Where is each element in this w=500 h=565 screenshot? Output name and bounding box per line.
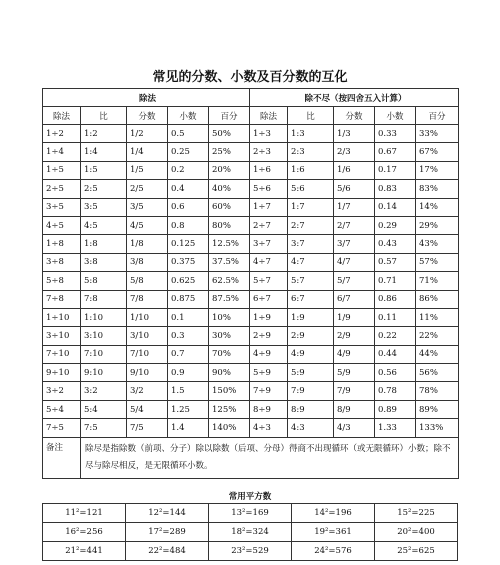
table-cell: 5/7 bbox=[334, 272, 375, 290]
table-cell: 83% bbox=[416, 180, 459, 198]
table-row bbox=[43, 216, 459, 234]
column-header: 除法 bbox=[43, 107, 81, 125]
table-cell: 1:4 bbox=[81, 143, 127, 161]
table-cell: 1÷5 bbox=[43, 161, 81, 179]
notes-label: 备注 bbox=[43, 437, 81, 478]
table-cell: 0.125 bbox=[168, 235, 209, 253]
table-cell: 1÷8 bbox=[43, 235, 81, 253]
table-cell: 7÷9 bbox=[250, 382, 288, 400]
table-cell: 0.9 bbox=[168, 364, 209, 382]
table-cell: 1:10 bbox=[81, 308, 127, 326]
table-cell: 90% bbox=[209, 364, 250, 382]
table-cell: 2:9 bbox=[288, 327, 334, 345]
table-row bbox=[43, 419, 459, 437]
table-cell: 10% bbox=[209, 308, 250, 326]
table-cell: 0.83 bbox=[375, 180, 416, 198]
notes-row bbox=[43, 437, 459, 478]
table-cell: 62.5% bbox=[209, 272, 250, 290]
table-cell: 0.86 bbox=[375, 290, 416, 308]
table-cell: 0.2 bbox=[168, 161, 209, 179]
column-header: 百分 bbox=[416, 107, 459, 125]
table-cell: 2/5 bbox=[127, 180, 168, 198]
square-cell: 24²=576 bbox=[292, 542, 375, 561]
square-cell: 12²=144 bbox=[126, 504, 209, 523]
table-cell: 86% bbox=[416, 290, 459, 308]
square-cell: 18²=324 bbox=[209, 523, 292, 542]
table-cell: 0.7 bbox=[168, 345, 209, 363]
column-header: 除法 bbox=[250, 107, 288, 125]
table-cell: 5/9 bbox=[334, 364, 375, 382]
table-cell: 0.25 bbox=[168, 143, 209, 161]
table-cell: 1.4 bbox=[168, 419, 209, 437]
table-cell: 6/7 bbox=[334, 290, 375, 308]
table-cell: 3:8 bbox=[81, 253, 127, 271]
column-header: 比 bbox=[81, 107, 127, 125]
table-cell: 1÷7 bbox=[250, 198, 288, 216]
table-cell: 0.5 bbox=[168, 125, 209, 143]
table-row bbox=[43, 364, 459, 382]
table-cell: 4÷7 bbox=[250, 253, 288, 271]
table-cell: 5÷9 bbox=[250, 364, 288, 382]
table-cell: 4÷3 bbox=[250, 419, 288, 437]
table-cell: 60% bbox=[209, 198, 250, 216]
table-cell: 9÷10 bbox=[43, 364, 81, 382]
table-cell: 12.5% bbox=[209, 235, 250, 253]
table-cell: 0.22 bbox=[375, 327, 416, 345]
table-cell: 0.3 bbox=[168, 327, 209, 345]
table-cell: 6÷7 bbox=[250, 290, 288, 308]
table-cell: 4:9 bbox=[288, 345, 334, 363]
table-cell: 7/8 bbox=[127, 290, 168, 308]
table-cell: 4/5 bbox=[127, 216, 168, 234]
table-cell: 5:6 bbox=[288, 180, 334, 198]
table-cell: 5:8 bbox=[81, 272, 127, 290]
table-row bbox=[43, 253, 459, 271]
table-cell: 11% bbox=[416, 308, 459, 326]
table-cell: 1/4 bbox=[127, 143, 168, 161]
table-cell: 7/5 bbox=[127, 419, 168, 437]
table-cell: 3÷7 bbox=[250, 235, 288, 253]
table-cell: 1.33 bbox=[375, 419, 416, 437]
section-header-non-divisible: 除不尽（按四舍五入计算） bbox=[250, 89, 459, 107]
table-row bbox=[43, 125, 459, 143]
square-cell: 13²=169 bbox=[209, 504, 292, 523]
table-cell: 140% bbox=[209, 419, 250, 437]
table-cell: 4:7 bbox=[288, 253, 334, 271]
squares-table bbox=[42, 503, 458, 561]
table-cell: 67% bbox=[416, 143, 459, 161]
table-cell: 5÷8 bbox=[43, 272, 81, 290]
table-cell: 3/10 bbox=[127, 327, 168, 345]
table-cell: 5÷6 bbox=[250, 180, 288, 198]
table-cell: 2/7 bbox=[334, 216, 375, 234]
table-cell: 2÷7 bbox=[250, 216, 288, 234]
table-cell: 78% bbox=[416, 382, 459, 400]
table-cell: 3÷5 bbox=[43, 198, 81, 216]
table-cell: 150% bbox=[209, 382, 250, 400]
table-cell: 56% bbox=[416, 364, 459, 382]
square-cell: 20²=400 bbox=[375, 523, 458, 542]
table-cell: 0.33 bbox=[375, 125, 416, 143]
column-header: 分数 bbox=[127, 107, 168, 125]
notes-text: 除尽是指除数（前项、分子）除以除数（后项、分母）得商不出现循环（或无限循环）小数；除不尽与除尽相反，是无限循环小数。 bbox=[81, 437, 459, 478]
table-cell: 1÷6 bbox=[250, 161, 288, 179]
table-cell: 20% bbox=[209, 161, 250, 179]
table-cell: 87.5% bbox=[209, 290, 250, 308]
table-cell: 7:8 bbox=[81, 290, 127, 308]
square-cell: 14²=196 bbox=[292, 504, 375, 523]
table-cell: 0.4 bbox=[168, 180, 209, 198]
table-cell: 0.375 bbox=[168, 253, 209, 271]
table-cell: 1:7 bbox=[288, 198, 334, 216]
table-row bbox=[43, 161, 459, 179]
table-cell: 7/9 bbox=[334, 382, 375, 400]
table-row bbox=[43, 382, 459, 400]
table-cell: 1:2 bbox=[81, 125, 127, 143]
table-cell: 17% bbox=[416, 161, 459, 179]
table-cell: 3/2 bbox=[127, 382, 168, 400]
table-cell: 1÷2 bbox=[43, 125, 81, 143]
table-row bbox=[43, 345, 459, 363]
squares-row bbox=[43, 523, 458, 542]
table-cell: 5:4 bbox=[81, 400, 127, 418]
table-cell: 0.67 bbox=[375, 143, 416, 161]
table-cell: 14% bbox=[416, 198, 459, 216]
table-cell: 7:9 bbox=[288, 382, 334, 400]
squares-row bbox=[43, 542, 458, 561]
table-cell: 2÷3 bbox=[250, 143, 288, 161]
table-cell: 5÷7 bbox=[250, 272, 288, 290]
table-cell: 9/10 bbox=[127, 364, 168, 382]
table-cell: 9:10 bbox=[81, 364, 127, 382]
table-cell: 0.56 bbox=[375, 364, 416, 382]
table-cell: 1/3 bbox=[334, 125, 375, 143]
table-cell: 0.14 bbox=[375, 198, 416, 216]
column-header: 小数 bbox=[375, 107, 416, 125]
table-cell: 1:6 bbox=[288, 161, 334, 179]
table-cell: 4÷5 bbox=[43, 216, 81, 234]
table-cell: 1/6 bbox=[334, 161, 375, 179]
table-cell: 0.89 bbox=[375, 400, 416, 418]
table-cell: 1÷4 bbox=[43, 143, 81, 161]
table-cell: 2÷9 bbox=[250, 327, 288, 345]
table-cell: 3/8 bbox=[127, 253, 168, 271]
table-cell: 0.71 bbox=[375, 272, 416, 290]
table-cell: 29% bbox=[416, 216, 459, 234]
table-cell: 5÷4 bbox=[43, 400, 81, 418]
table-cell: 3:2 bbox=[81, 382, 127, 400]
table-cell: 50% bbox=[209, 125, 250, 143]
table-cell: 3÷8 bbox=[43, 253, 81, 271]
square-cell: 16²=256 bbox=[43, 523, 126, 542]
square-cell: 15²=225 bbox=[375, 504, 458, 523]
table-cell: 0.875 bbox=[168, 290, 209, 308]
table-cell: 7÷8 bbox=[43, 290, 81, 308]
page-title: 常见的分数、小数及百分数的互化 bbox=[152, 70, 348, 85]
table-cell: 3÷2 bbox=[43, 382, 81, 400]
table-cell: 22% bbox=[416, 327, 459, 345]
table-row bbox=[43, 235, 459, 253]
table-cell: 44% bbox=[416, 345, 459, 363]
table-cell: 3:5 bbox=[81, 198, 127, 216]
table-cell: 5/8 bbox=[127, 272, 168, 290]
table-cell: 7÷5 bbox=[43, 419, 81, 437]
table-cell: 0.17 bbox=[375, 161, 416, 179]
table-row bbox=[43, 308, 459, 326]
table-cell: 133% bbox=[416, 419, 459, 437]
column-header: 比 bbox=[288, 107, 334, 125]
table-cell: 0.625 bbox=[168, 272, 209, 290]
table-cell: 89% bbox=[416, 400, 459, 418]
table-cell: 0.11 bbox=[375, 308, 416, 326]
table-cell: 2÷5 bbox=[43, 180, 81, 198]
table-cell: 0.29 bbox=[375, 216, 416, 234]
squares-title: 常用平方数 bbox=[228, 492, 272, 502]
table-cell: 25% bbox=[209, 143, 250, 161]
table-cell: 57% bbox=[416, 253, 459, 271]
table-cell: 0.1 bbox=[168, 308, 209, 326]
table-row bbox=[43, 180, 459, 198]
square-cell: 19²=361 bbox=[292, 523, 375, 542]
table-cell: 3:7 bbox=[288, 235, 334, 253]
square-cell: 23²=529 bbox=[209, 542, 292, 561]
table-cell: 125% bbox=[209, 400, 250, 418]
table-cell: 8÷9 bbox=[250, 400, 288, 418]
conversion-table bbox=[42, 88, 459, 479]
column-header: 百分 bbox=[209, 107, 250, 125]
table-cell: 71% bbox=[416, 272, 459, 290]
table-cell: 1:5 bbox=[81, 161, 127, 179]
table-cell: 1/7 bbox=[334, 198, 375, 216]
square-cell: 25²=625 bbox=[375, 542, 458, 561]
table-cell: 5/6 bbox=[334, 180, 375, 198]
table-cell: 1.5 bbox=[168, 382, 209, 400]
table-cell: 2/9 bbox=[334, 327, 375, 345]
table-cell: 2:5 bbox=[81, 180, 127, 198]
square-cell: 17²=289 bbox=[126, 523, 209, 542]
table-cell: 30% bbox=[209, 327, 250, 345]
table-cell: 1/9 bbox=[334, 308, 375, 326]
table-cell: 1:3 bbox=[288, 125, 334, 143]
table-cell: 0.57 bbox=[375, 253, 416, 271]
table-cell: 3÷10 bbox=[43, 327, 81, 345]
table-cell: 1÷3 bbox=[250, 125, 288, 143]
column-header: 分数 bbox=[334, 107, 375, 125]
table-cell: 0.6 bbox=[168, 198, 209, 216]
table-cell: 4:3 bbox=[288, 419, 334, 437]
table-cell: 4÷9 bbox=[250, 345, 288, 363]
table-row bbox=[43, 198, 459, 216]
table-cell: 8/9 bbox=[334, 400, 375, 418]
table-cell: 2:7 bbox=[288, 216, 334, 234]
table-cell: 40% bbox=[209, 180, 250, 198]
table-cell: 7÷10 bbox=[43, 345, 81, 363]
square-cell: 22²=484 bbox=[126, 542, 209, 561]
table-cell: 1/2 bbox=[127, 125, 168, 143]
square-cell: 11²=121 bbox=[43, 504, 126, 523]
column-header: 小数 bbox=[168, 107, 209, 125]
table-cell: 3/7 bbox=[334, 235, 375, 253]
table-row bbox=[43, 290, 459, 308]
table-row bbox=[43, 272, 459, 290]
table-cell: 4/7 bbox=[334, 253, 375, 271]
squares-row bbox=[43, 504, 458, 523]
table-cell: 8:9 bbox=[288, 400, 334, 418]
table-cell: 6:7 bbox=[288, 290, 334, 308]
table-cell: 43% bbox=[416, 235, 459, 253]
table-cell: 1÷9 bbox=[250, 308, 288, 326]
table-cell: 0.78 bbox=[375, 382, 416, 400]
table-cell: 2:3 bbox=[288, 143, 334, 161]
table-cell: 7/10 bbox=[127, 345, 168, 363]
table-cell: 1:9 bbox=[288, 308, 334, 326]
table-cell: 7:5 bbox=[81, 419, 127, 437]
table-row bbox=[43, 327, 459, 345]
table-cell: 0.43 bbox=[375, 235, 416, 253]
square-cell: 21²=441 bbox=[43, 542, 126, 561]
table-cell: 0.8 bbox=[168, 216, 209, 234]
table-cell: 3/5 bbox=[127, 198, 168, 216]
table-cell: 5:7 bbox=[288, 272, 334, 290]
table-cell: 1/8 bbox=[127, 235, 168, 253]
table-row bbox=[43, 143, 459, 161]
table-cell: 37.5% bbox=[209, 253, 250, 271]
table-cell: 80% bbox=[209, 216, 250, 234]
table-cell: 5/4 bbox=[127, 400, 168, 418]
table-cell: 70% bbox=[209, 345, 250, 363]
table-cell: 4/9 bbox=[334, 345, 375, 363]
section-header-divisible: 除法 bbox=[43, 89, 250, 107]
table-row bbox=[43, 400, 459, 418]
table-cell: 3:10 bbox=[81, 327, 127, 345]
table-cell: 4/3 bbox=[334, 419, 375, 437]
table-cell: 4:5 bbox=[81, 216, 127, 234]
table-cell: 33% bbox=[416, 125, 459, 143]
table-cell: 1÷10 bbox=[43, 308, 81, 326]
table-cell: 1/10 bbox=[127, 308, 168, 326]
table-cell: 1:8 bbox=[81, 235, 127, 253]
table-cell: 0.44 bbox=[375, 345, 416, 363]
table-cell: 1.25 bbox=[168, 400, 209, 418]
table-cell: 2/3 bbox=[334, 143, 375, 161]
table-cell: 5:9 bbox=[288, 364, 334, 382]
table-cell: 1/5 bbox=[127, 161, 168, 179]
table-cell: 7:10 bbox=[81, 345, 127, 363]
